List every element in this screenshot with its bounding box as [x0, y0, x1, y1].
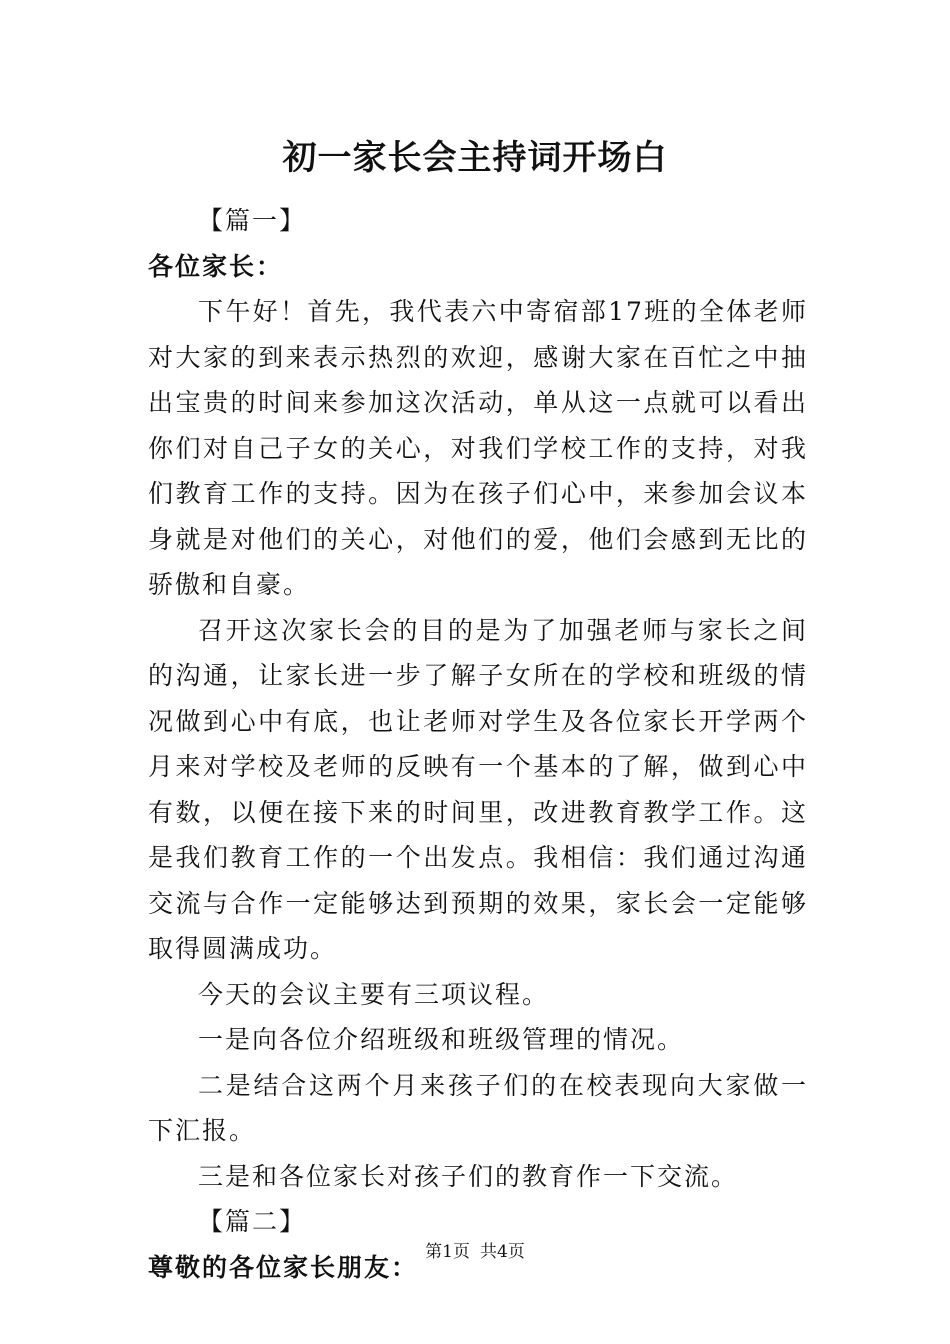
section-heading-1: 【篇一】: [198, 206, 307, 235]
page-number: 第1页: [425, 1242, 470, 1262]
paragraph: 今天的会议主要有三项议程。: [198, 979, 550, 1009]
paragraph: 召开这次家长会的目的是为了加强老师与家长之间的沟通，让家长进一步了解子女所在的学校和班级的情况做到心中有底，也让老师对学生及各位家长开学两个月来对学校及老师的反映有一个基本的了解，做到心中有数，以便在接下来的时间里，改进教育教学工作。这是我们教育工作的一个出发点。我相信：我们通过沟通交流与合作一定能够达到预期的效果，家长会一定能够取得圆满成功。: [148, 615, 808, 963]
document-title: 初一家长会主持词开场白: [282, 138, 668, 178]
salutation-2: 尊敬的各位家长朋友：: [148, 1252, 419, 1282]
agenda-item: 二是结合这两个月来孩子们的在校表现向大家做一下汇报。: [148, 1070, 808, 1145]
paragraph: 下午好！首先，我代表六中寄宿部17班的全体老师对大家的到来表示热烈的欢迎，感谢大家在百忙之中抽出宝贵的时间来参加这次活动，单从这一点就可以看出你们对自己子女的关心，对我们学校工作的支持，对我们教育工作的支持。因为在孩子们心中，来参加会议本身就是对他们的关心，对他们的爱，他们会感到无比的骄傲和自豪。: [148, 297, 808, 599]
page-total: 共4页: [480, 1242, 525, 1262]
page-footer: [0, 1240, 950, 1264]
salutation-1: 各位家长：: [148, 251, 284, 281]
agenda-item: 一是向各位介绍班级和班级管理的情况。: [198, 1025, 685, 1054]
agenda-item: 三是和各位家长对孩子们的教育作一下交流。: [198, 1161, 739, 1191]
section-heading-2: 【篇二】: [198, 1207, 307, 1236]
document-body: [148, 198, 808, 1290]
